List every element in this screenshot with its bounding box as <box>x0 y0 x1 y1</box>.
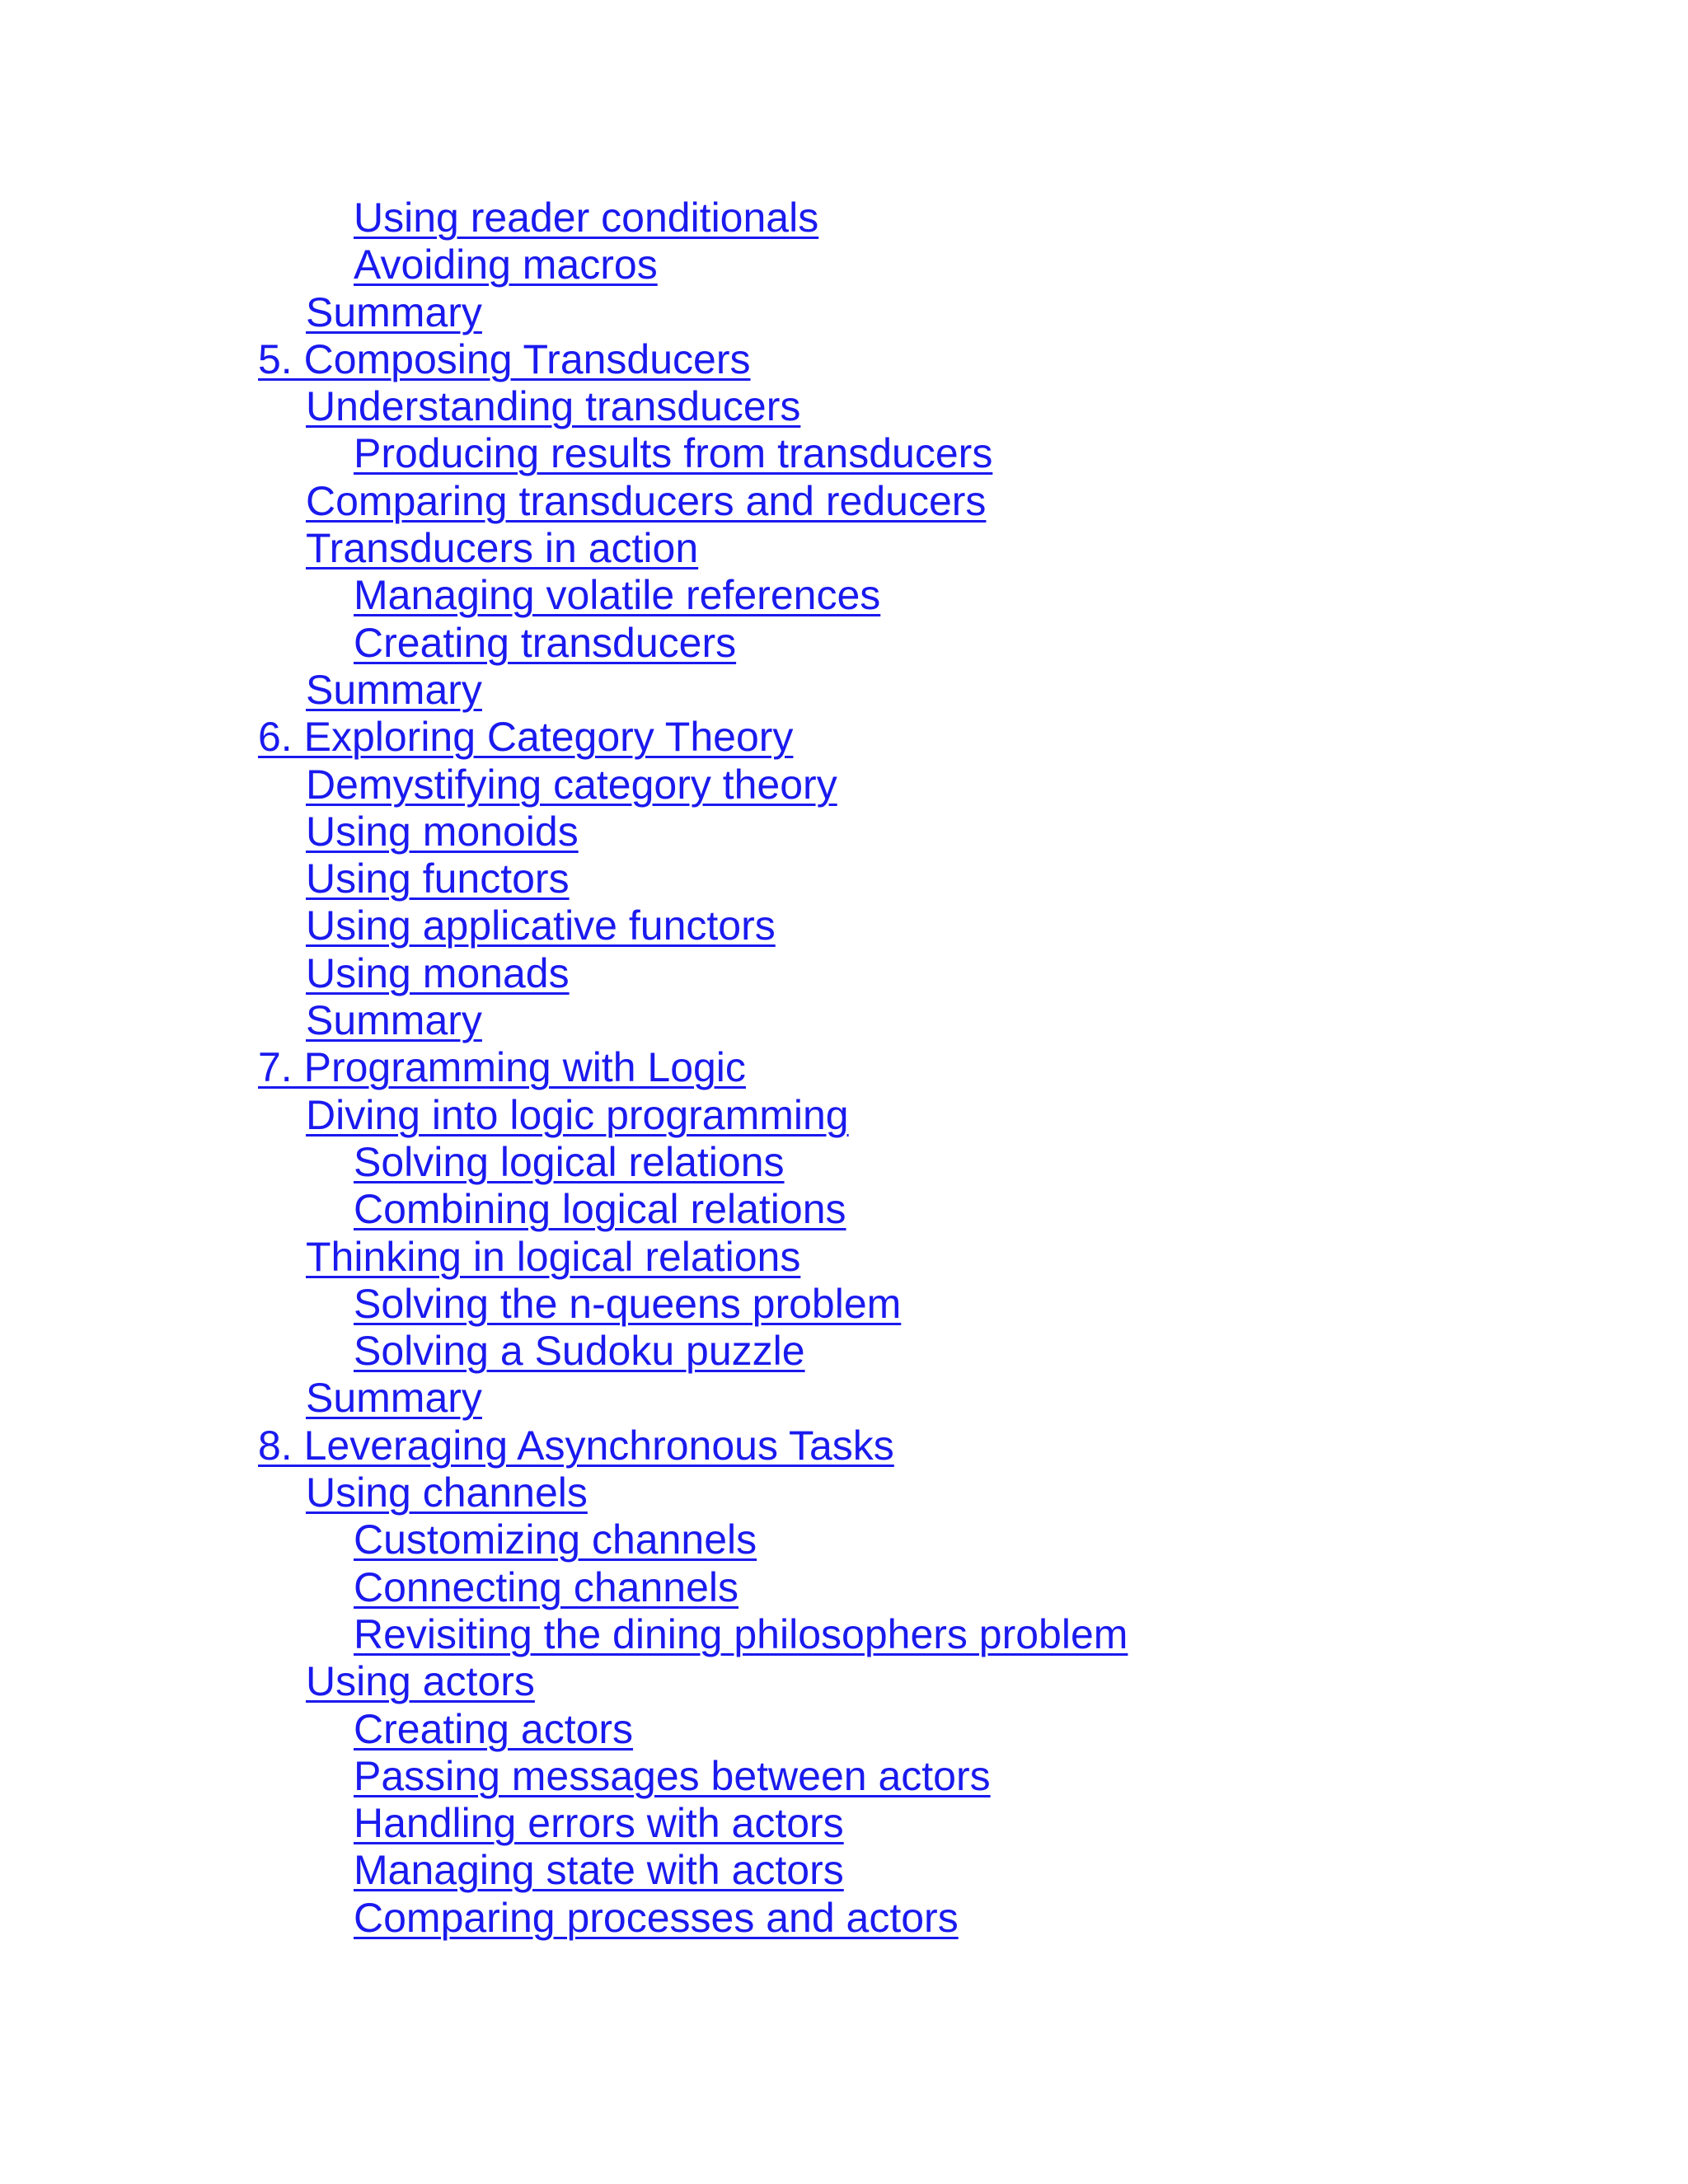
toc-entry <box>0 1706 1128 1753</box>
toc-entry <box>0 430 1128 477</box>
toc-entry <box>0 478 1128 525</box>
toc-section-link[interactable]: Avoiding macros <box>354 241 658 288</box>
toc-entry <box>0 1375 1128 1422</box>
toc-section-link[interactable]: Using channels <box>306 1469 588 1516</box>
toc-entry <box>0 1281 1128 1328</box>
toc-section-link[interactable]: Using monads <box>306 949 570 996</box>
toc-section-link[interactable]: Solving the n-queens problem <box>354 1280 902 1327</box>
toc-section-link[interactable]: Creating actors <box>354 1705 634 1752</box>
toc-entry <box>0 714 1128 761</box>
toc-entry <box>0 855 1128 902</box>
toc-entry <box>0 1139 1128 1186</box>
toc-section-link[interactable]: Summary <box>306 666 482 713</box>
toc-section-link[interactable]: Using applicative functors <box>306 902 776 949</box>
toc-chapter-link[interactable]: 6. Exploring Category Theory <box>258 714 794 761</box>
toc-section-link[interactable]: Revisiting the dining philosophers problem <box>354 1610 1128 1657</box>
toc-section-link[interactable]: Combining logical relations <box>354 1186 846 1233</box>
toc-section-link[interactable]: Using functors <box>306 855 570 902</box>
toc-section-link[interactable]: Thinking in logical relations <box>306 1233 801 1280</box>
toc-entry <box>0 1611 1128 1658</box>
toc-chapter-link[interactable]: 7. Programming with Logic <box>258 1044 746 1091</box>
toc-section-link[interactable]: Summary <box>306 288 482 335</box>
toc-section-link[interactable]: Managing state with actors <box>354 1847 844 1894</box>
toc-chapter-link[interactable]: 5. Composing Transducers <box>258 335 751 382</box>
toc-entry <box>0 336 1128 383</box>
toc-entry <box>0 1186 1128 1233</box>
toc-section-link[interactable]: Comparing transducers and reducers <box>306 477 987 524</box>
toc-entry <box>0 1516 1128 1563</box>
toc-section-link[interactable]: Diving into logic programming <box>306 1091 849 1138</box>
toc-entry <box>0 620 1128 667</box>
toc-section-link[interactable]: Transducers in action <box>306 525 699 572</box>
toc-section-link[interactable]: Using monoids <box>306 808 579 855</box>
toc-entry <box>0 289 1128 336</box>
toc-entry <box>0 241 1128 288</box>
toc-section-link[interactable]: Summary <box>306 997 482 1044</box>
toc-section-link[interactable]: Solving a Sudoku puzzle <box>354 1328 805 1375</box>
toc-entry <box>0 667 1128 714</box>
toc-section-link[interactable]: Understanding transducers <box>306 383 801 430</box>
toc-section-link[interactable]: Summary <box>306 1375 482 1422</box>
toc-entry <box>0 1564 1128 1611</box>
toc-entry <box>0 1800 1128 1847</box>
toc-entry <box>0 997 1128 1044</box>
toc-section-link[interactable]: Creating transducers <box>354 619 737 666</box>
toc-entry <box>0 950 1128 997</box>
toc-entry <box>0 383 1128 430</box>
toc-section-link[interactable]: Managing volatile references <box>354 572 881 619</box>
toc-section-link[interactable]: Demystifying category theory <box>306 761 837 808</box>
toc-section-link[interactable]: Using actors <box>306 1658 535 1705</box>
toc-entry <box>0 1658 1128 1705</box>
toc-section-link[interactable]: Using reader conditionals <box>354 194 819 241</box>
toc-section-link[interactable]: Solving logical relations <box>354 1138 785 1185</box>
toc-section-link[interactable]: Customizing channels <box>354 1516 757 1563</box>
toc-entry <box>0 194 1128 241</box>
toc-entry <box>0 572 1128 619</box>
toc-entry <box>0 1469 1128 1516</box>
toc-section-link[interactable]: Connecting channels <box>354 1563 738 1610</box>
toc-entry <box>0 762 1128 808</box>
toc-section-link[interactable]: Comparing processes and actors <box>354 1894 959 1941</box>
toc-entry <box>0 1234 1128 1281</box>
toc-entry <box>0 1422 1128 1469</box>
toc-entry <box>0 1753 1128 1800</box>
toc-section-link[interactable]: Handling errors with actors <box>354 1800 844 1847</box>
toc-entry <box>0 1044 1128 1091</box>
toc-entry <box>0 1328 1128 1375</box>
toc-entry <box>0 525 1128 572</box>
table-of-contents <box>0 194 1128 1942</box>
toc-entry <box>0 902 1128 949</box>
toc-section-link[interactable]: Producing results from transducers <box>354 430 993 477</box>
toc-section-link[interactable]: Passing messages between actors <box>354 1752 991 1799</box>
toc-chapter-link[interactable]: 8. Leveraging Asynchronous Tasks <box>258 1422 894 1469</box>
toc-entry <box>0 1092 1128 1139</box>
toc-entry <box>0 1847 1128 1894</box>
toc-entry <box>0 808 1128 855</box>
toc-entry <box>0 1895 1128 1942</box>
